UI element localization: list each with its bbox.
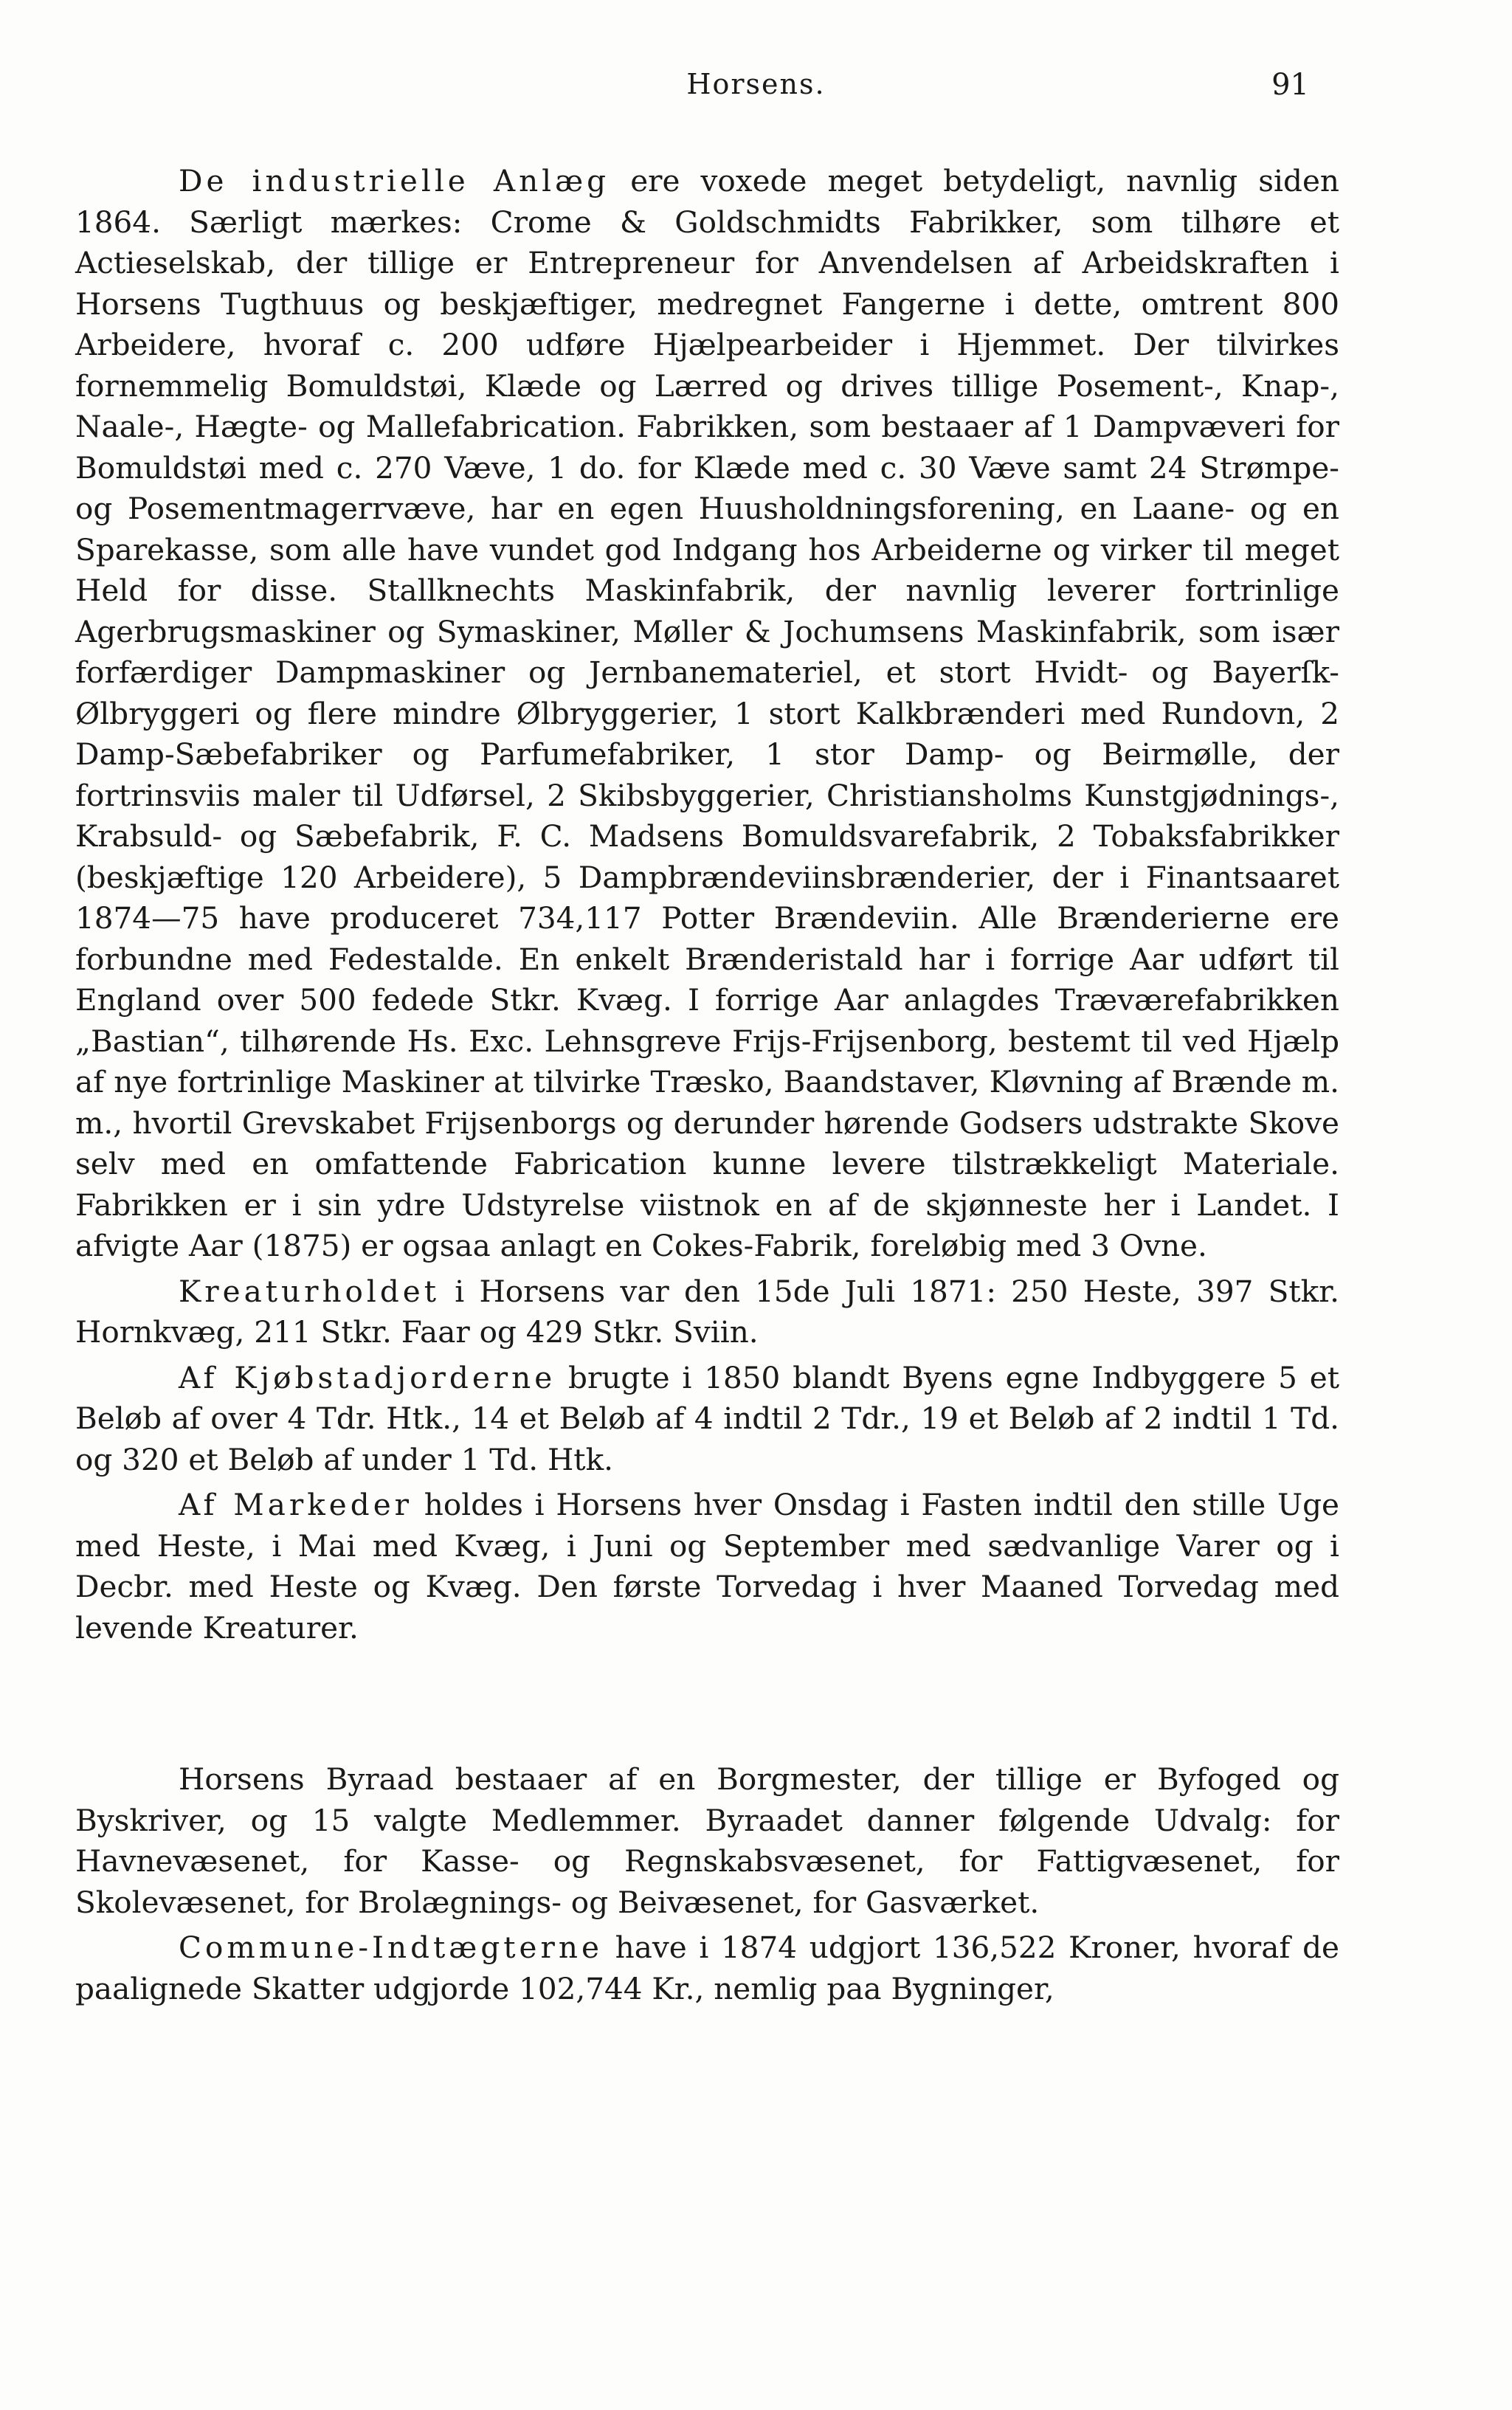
paragraph-lead: Horsens Byraad: [179, 1761, 434, 1797]
paragraph-livestock: [75, 1271, 1339, 1353]
paragraph-town-lands: [75, 1358, 1339, 1481]
paragraph-lead: Af Markeder: [179, 1487, 413, 1522]
running-head: [0, 68, 1512, 112]
paragraph-text: have i 1874 udgjort 136,522 Kroner, hvoraf de paalignede Skatter udgjorde 102,744 Kr., nemlig paa Bygninger,: [75, 1930, 1339, 2006]
paragraph-text: bestaaer af en Borgmester, der tillige er Byfoged og Byskriver, og 15 valgte Medlemmer. Byraadet danner følgende Udvalg: for Havnevæsenet, for Kasse- og Regnskabsvæsenet, for Fattigvæsenet, for Skolevæsenet, for Brolægnings- og Beivæsenet, for Gasværket.: [75, 1761, 1339, 1920]
paragraph-markets: [75, 1485, 1339, 1648]
body-text: [75, 161, 1339, 2009]
paragraph-text: i Horsens var den 15de Juli 1871: 250 Heste, 397 Stkr. Hornkvæg, 211 Stkr. Faar og 429 Stkr. Sviin.: [75, 1273, 1339, 1350]
paragraph-lead: De industrielle Anlæg: [179, 163, 610, 198]
paragraph-lead: Commune-Indtægterne: [179, 1930, 603, 1965]
page-number: 91: [1271, 68, 1309, 102]
paragraph-town-council: [75, 1759, 1339, 1923]
paragraph-lead: Kreaturholdet: [179, 1273, 441, 1309]
paragraph-text: brugte i 1850 blandt Byens egne Indbyggere 5 et Beløb af over 4 Tdr. Htk., 14 et Beløb af 4 indtil 2 Tdr., 19 et Beløb af 2 indtil 1 Td. og 320 et Beløb af under 1 Td. Htk.: [75, 1359, 1339, 1477]
paragraph-municipal-income: [75, 1927, 1339, 2009]
paragraph-industry: [75, 161, 1339, 1267]
paragraph-text: ere voxede meget betydeligt, navnlig siden 1864. Særligt mærkes: Crome & Goldschmidts Fabrikker, som tilhøre et Actieselskab, der tillige er Entrepreneur for Anvendelsen af Arbeidskraften i Horsens Tugthuus og beskjæftiger, medregnet Fangerne i dette, omtrent 800 Arbeidere, hvoraf c. 200 udføre Hjælpearbeider i Hjemmet. Der tilvirkes fornemmelig Bomuldstøi, Klæde og Lærred og drives tillige Posement-, Knap-, Naale-, Hægte- og Mallefabrication. Fabrikken, som bestaaer af 1 Dampvæveri for Bomuldstøi med c. 270 Væve, 1 do. for Klæde med c. 30 Væve samt 24 Strømpe- og Posementmagerrvæve, har en egen Huusholdningsforening, en Laane- og en Sparekasse, som alle have vundet god Indgang hos Arbeiderne og virker til meget Held for disse. Stallknechts Maskinfabrik, der navnlig leverer fortrinlige Agerbrugsmaskiner og Symaskiner, Møller & Jochumsens Maskinfabrik, som især forfærdiger Dampmaskiner og Jernbanemateriel, et stort Hvidt- og Bayerſk-Ølbryggeri og flere mindre Ølbryggerier, 1 stort Kalkbrænderi med Rundovn, 2 Damp-Sæbefabriker og Parfumefabriker, 1 stor Damp- og Beirmølle, der fortrinsviis maler til Udførsel, 2 Skibsbyggerier, Christiansholms Kunstgjødnings-, Krabsuld- og Sæbefabrik, F. C. Madsens Bomuldsvarefabrik, 2 Tobaksfabrikker (beskjæftige 120 Arbeidere), 5 Dampbrændeviinsbrænderier, der i Finantsaaret 1874—75 have produceret 734,117 Potter Brændeviin. Alle Brænderierne ere forbundne med Fedestalde. En enkelt Brænderistald har i forrige Aar udført til England over 500 fedede Stkr. Kvæg. I forrige Aar anlagdes Træværefabrikken „Bastian“, tilhørende Hs. Exc. Lehnsgreve Frijs-Frijsenborg, bestemt til ved Hjælp af nye fortrinlige Maskiner at tilvirke Træsko, Baandstaver, Kløvning af Brænde m. m., hvortil Grevskabet Frijsenborgs og derunder hørende Godsers udstrakte Skove selv med en omfattende Fabrication kunne levere tilstrækkeligt Materiale. Fabrikken er i sin ydre Udstyrelse viistnok en af de skjønneste her i Landet. I afvigte Aar (1875) er ogsaa anlagt en Cokes-Fabrik, foreløbig med 3 Ovne.: [75, 163, 1339, 1263]
paragraph-lead: Af Kjøbstadjorderne: [179, 1359, 556, 1395]
paragraph-text: holdes i Horsens hver Onsdag i Fasten indtil den stille Uge med Heste, i Mai med Kvæg, i Juni og September med sædvanlige Varer og i Decbr. med Heste og Kvæg. Den første Torvedag i hver Maaned Torvedag med levende Kreaturer.: [75, 1487, 1340, 1646]
running-head-title: Horsens.: [686, 68, 826, 100]
